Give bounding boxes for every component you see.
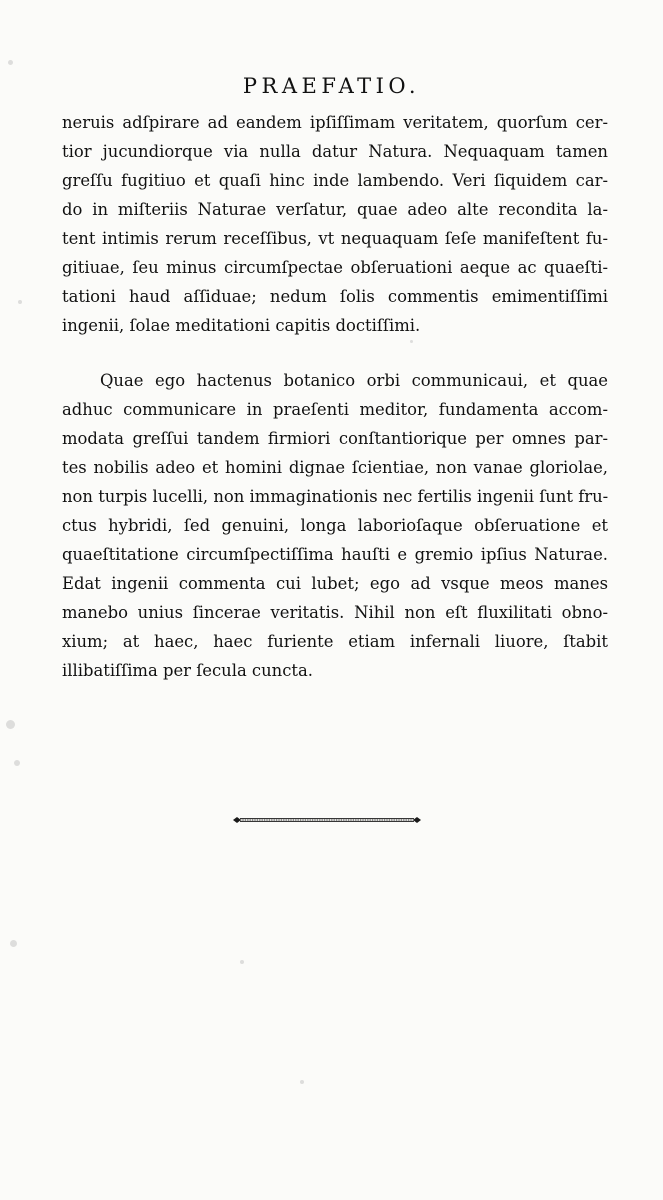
scan-speckle	[8, 60, 13, 65]
text-line: ingenii, ſolae meditationi capitis doctiſſimi.	[62, 316, 421, 335]
paragraph-1	[62, 108, 608, 340]
scan-speckle	[14, 760, 20, 766]
scan-speckle	[6, 720, 15, 729]
text-line: Edat ingenii commenta cui lubet; ego ad vsque meos manes	[62, 574, 608, 593]
text-line: tationi haud aſſiduae; nedum ſolis commentis emimentiſſimi	[62, 287, 608, 306]
text-line: do in miſteriis Naturae verſatur, quae adeo alte recondita la-	[62, 200, 608, 219]
scan-speckle	[410, 340, 413, 343]
page-title: PRAEFATIO.	[242, 74, 421, 98]
scan-speckle	[18, 300, 22, 304]
paragraph-2	[62, 366, 608, 685]
text-line: tes nobilis adeo et homini dignae ſcientiae, non vanae gloriolae,	[62, 458, 608, 477]
text-line: modata greſſui tandem firmiori conſtantiorique per omnes par-	[62, 429, 608, 448]
rule-ornament-icon	[232, 815, 422, 825]
text-line: non turpis lucelli, non immaginationis nec fertilis ingenii ſunt fru-	[62, 487, 609, 506]
text-line: adhuc communicare in praeſenti meditor, fundamenta accom-	[62, 400, 608, 419]
text-line: tior jucundiorque via nulla datur Natura. Nequaquam tamen	[62, 142, 608, 161]
text-line: manebo unius ſincerae veritatis. Nihil non eſt fluxilitati obno-	[62, 603, 608, 622]
text-line: quaeſtitatione circumſpectiſſima hauſti e gremio ipſius Naturae.	[62, 545, 608, 564]
scan-speckle	[240, 960, 244, 964]
text-line: gitiuae, ſeu minus circumſpectae obſeruationi aeque ac quaeſti-	[62, 258, 608, 277]
scan-speckle	[300, 1080, 304, 1084]
text-line: tent intimis rerum receſſibus, vt nequaquam ſeſe manifeſtent fu-	[62, 229, 608, 248]
text-line: xium; at haec, haec furiente etiam infernali liuore, ſtabit	[62, 632, 608, 651]
text-line: illibatiſſima per ſecula cuncta.	[62, 661, 313, 680]
text-line: greſſu fugitiuo et quaſi hinc inde lambendo. Veri ſiquidem car-	[62, 171, 608, 190]
scan-speckle	[10, 940, 17, 947]
text-line: Quae ego hactenus botanico orbi communicaui, et quae	[100, 371, 608, 390]
text-line: neruis adſpirare ad eandem ipſiſſimam veritatem, quorſum cer-	[62, 113, 608, 132]
text-line: ctus hybridi, ſed genuini, longa laborioſaque obſeruatione et	[62, 516, 608, 535]
